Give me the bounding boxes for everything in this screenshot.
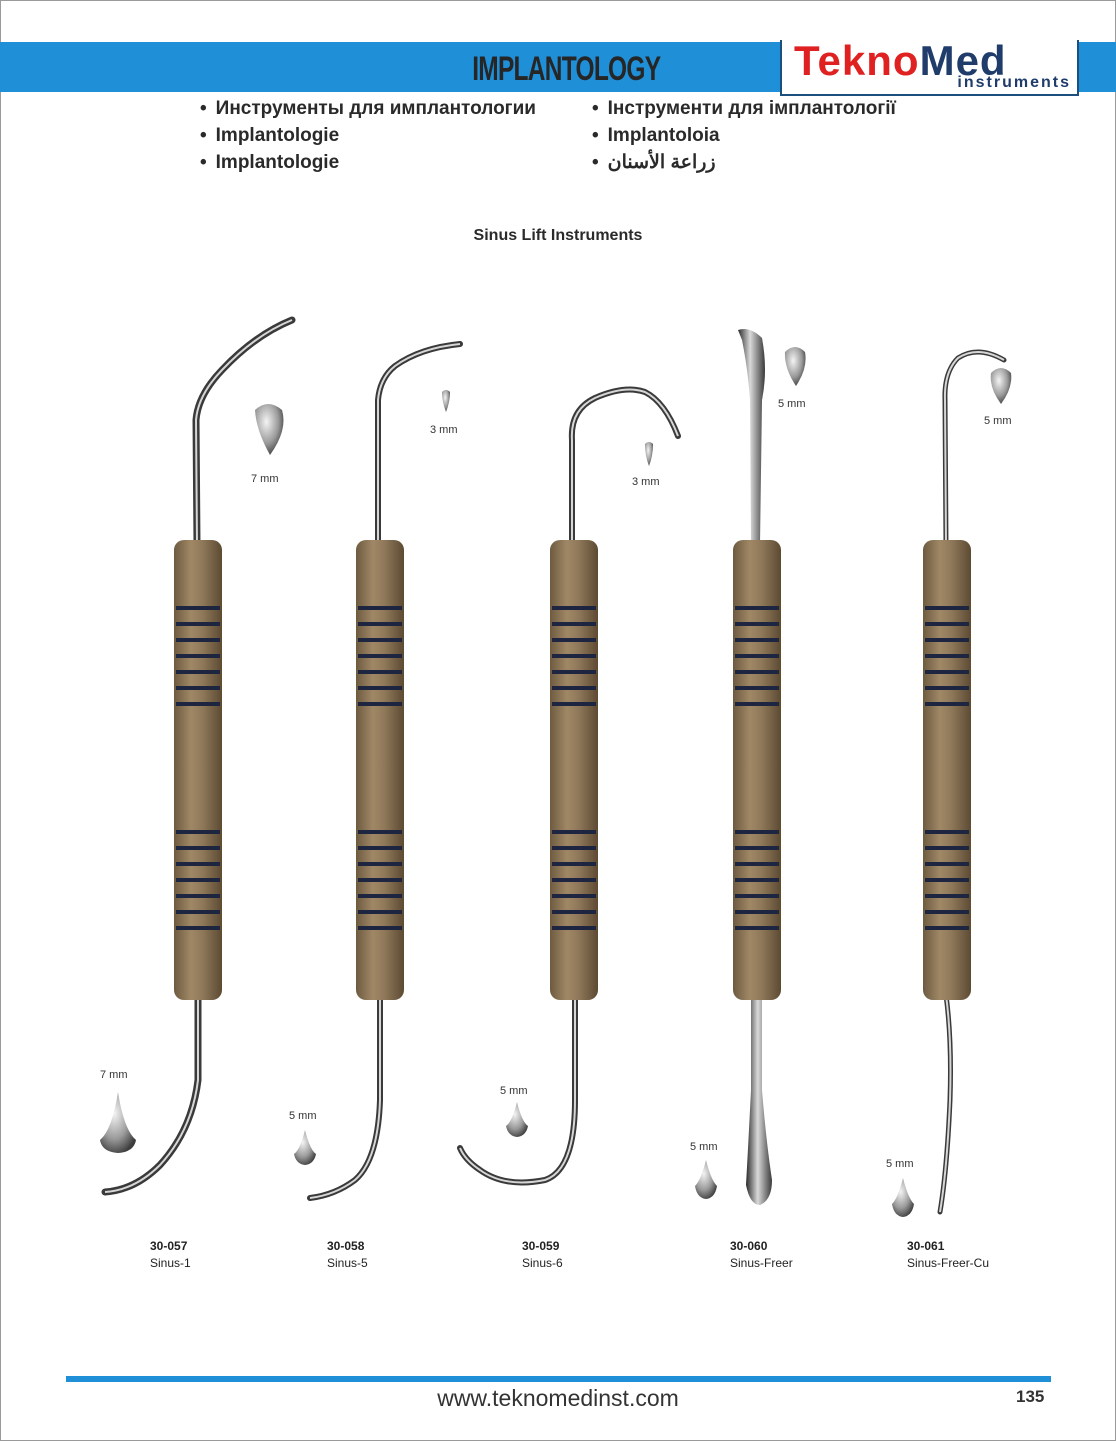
language-item: • Implantologie: [200, 149, 536, 176]
language-item: • زراعة الأسنان: [592, 149, 896, 176]
instrument-30-061: [886, 352, 1012, 1217]
instrument-caption: [150, 1238, 191, 1272]
logo-part-tekno: Tekno: [794, 37, 920, 84]
language-list-left: [200, 95, 536, 176]
product-name: Sinus-6: [522, 1256, 563, 1270]
tip-size-label-top: 7 mm: [251, 473, 279, 485]
language-item: • Implantologie: [200, 122, 536, 149]
footer-divider: [66, 1376, 1051, 1382]
tip-size-label-bottom: 7 mm: [100, 1069, 128, 1081]
instrument-caption: [327, 1238, 368, 1272]
tip-size-label-bottom: 5 mm: [289, 1110, 317, 1122]
language-item: • Инструменты для имплантологии: [200, 95, 536, 122]
instrument-caption: [730, 1238, 793, 1272]
product-code: 30-061: [907, 1239, 945, 1253]
teknomed-logo: [780, 37, 1079, 96]
instruments-svg: [0, 300, 1116, 1230]
language-item: • Implantoloia: [592, 122, 896, 149]
product-name: Sinus-5: [327, 1256, 368, 1270]
page-number: 135: [1016, 1387, 1045, 1406]
language-list-right: [592, 95, 896, 176]
tip-size-label-top: 3 mm: [632, 476, 660, 488]
tip-size-label-top: 5 mm: [984, 415, 1012, 427]
product-code: 30-058: [327, 1239, 365, 1253]
instrument-illustrations: [0, 300, 1116, 1230]
logo-part-med: Med: [919, 37, 1007, 84]
instrument-30-059: [460, 390, 678, 1183]
product-name: Sinus-1: [150, 1256, 191, 1270]
instrument-caption: [907, 1238, 989, 1272]
product-code: 30-060: [730, 1239, 768, 1253]
product-code: 30-059: [522, 1239, 560, 1253]
instrument-caption: [522, 1238, 563, 1272]
language-item: • Інструменти для імплантології: [592, 95, 896, 122]
product-name: Sinus-Freer-Cu: [907, 1256, 990, 1270]
product-name: Sinus-Freer: [730, 1256, 793, 1270]
instrument-30-058: [289, 344, 460, 1198]
instrument-30-057: [100, 320, 292, 1192]
section-title: IMPLANTOLOGY: [472, 50, 661, 88]
instrument-30-060: [690, 329, 806, 1205]
catalog-subtitle: Sinus Lift Instruments: [473, 227, 643, 244]
tip-size-label-bottom: 5 mm: [886, 1158, 914, 1170]
tip-size-label-top: 5 mm: [778, 398, 806, 410]
website-url: www.teknomedinst.com: [437, 1385, 679, 1411]
tip-size-label-bottom: 5 mm: [690, 1141, 718, 1153]
logo-subtitle: instruments: [957, 74, 1071, 91]
tip-size-label-bottom: 5 mm: [500, 1085, 528, 1097]
tip-size-label-top: 3 mm: [430, 424, 458, 436]
product-code: 30-057: [150, 1239, 188, 1253]
